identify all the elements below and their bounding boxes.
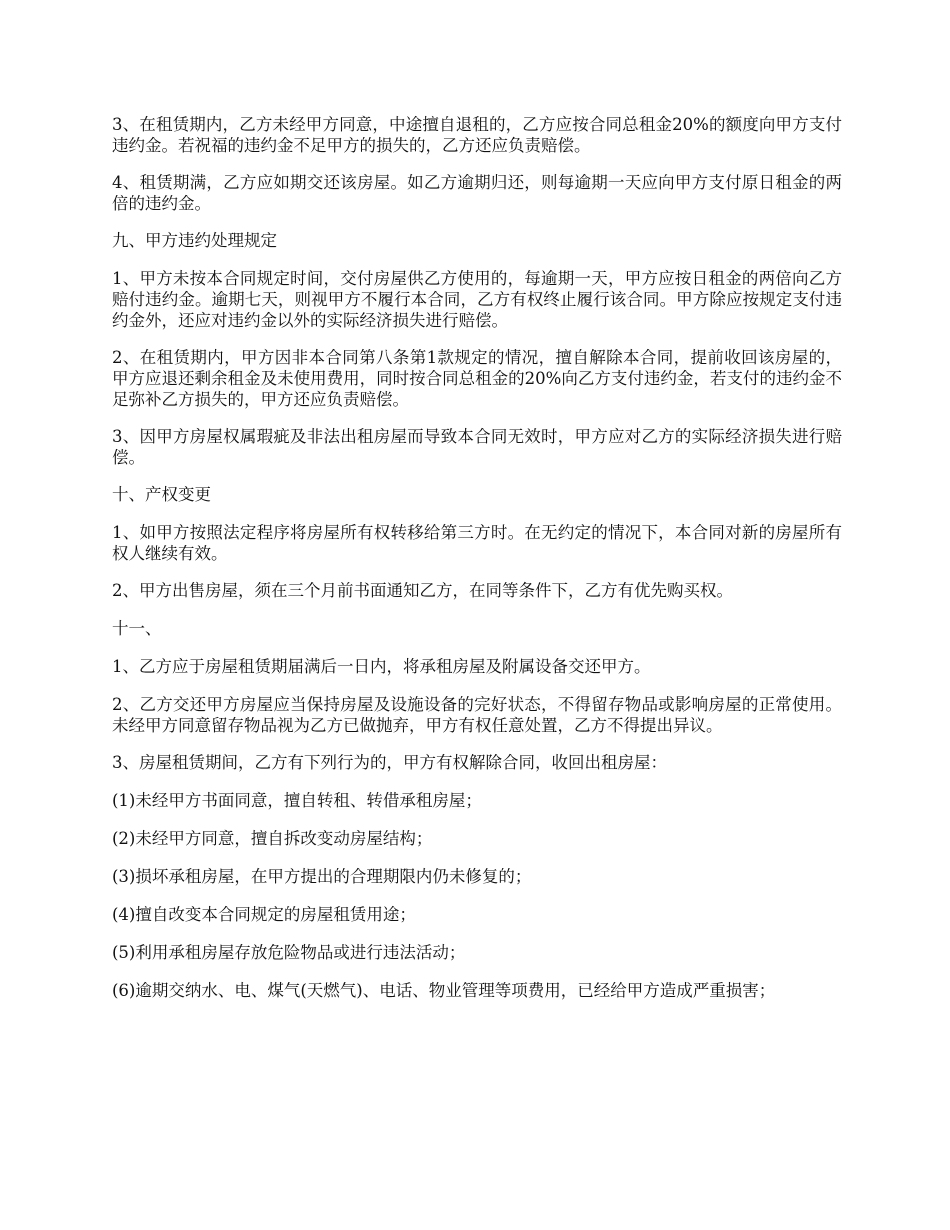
paragraph-clause-8-3: 3、在租赁期内，乙方未经甲方同意，中途擅自退租的，乙方应按合同总租金20%的额度向甲方支付违约金。若祝福的违约金不足甲方的损失的，乙方还应负责赔偿。 <box>112 115 842 155</box>
list-item-2: (2)未经甲方同意，擅自拆改变动房屋结构； <box>112 829 433 848</box>
list-item-1: (1)未经甲方书面同意，擅自转租、转借承租房屋； <box>112 791 482 810</box>
paragraph-clause-10-1: 1、如甲方按照法定程序将房屋所有权转移给第三方时。在无约定的情况下，本合同对新的房屋所有权人继续有效。 <box>112 523 842 563</box>
paragraph-clause-11-1: 1、乙方应于房屋租赁期届满后一日内，将承租房屋及附属设备交还甲方。 <box>112 657 651 676</box>
list-item-6: (6)逾期交纳水、电、煤气(天燃气)、电话、物业管理等项费用，已经给甲方造成严重损害； <box>112 981 776 1000</box>
paragraph-clause-8-4: 4、租赁期满，乙方应如期交还该房屋。如乙方逾期归还，则每逾期一天应向甲方支付原日租金的两倍的违约金。 <box>112 173 842 213</box>
section-heading-9: 九、甲方违约处理规定 <box>112 231 277 250</box>
list-item-4: (4)擅自改变本合同规定的房屋租赁用途； <box>112 905 416 924</box>
paragraph-clause-11-2: 2、乙方交还甲方房屋应当保持房屋及设施设备的完好状态，不得留存物品或影响房屋的正常使用。未经甲方同意留存物品视为乙方已做抛弃，甲方有权任意处置，乙方不得提出异议。 <box>112 695 842 735</box>
document-page <box>112 114 842 1001</box>
paragraph-clause-9-1: 1、甲方未按本合同规定时间，交付房屋供乙方使用的，每逾期一天，甲方应按日租金的两倍向乙方赔付违约金。逾期七天，则视甲方不履行本合同，乙方有权终止履行该合同。甲方除应按规定支付违约金外，还应对违约金以外的实际经济损失进行赔偿。 <box>112 269 842 330</box>
paragraph-clause-9-2: 2、在租赁期内，甲方因非本合同第八条第1款规定的情况，擅自解除本合同，提前收回该房屋的，甲方应退还剩余租金及未使用费用，同时按合同总租金的20%向乙方支付违约金，若支付的违约金不足弥补乙方损失的，甲方还应负责赔偿。 <box>112 348 842 409</box>
section-heading-10: 十、产权变更 <box>112 485 211 504</box>
section-heading-11: 十一、 <box>112 619 162 638</box>
paragraph-clause-10-2: 2、甲方出售房屋，须在三个月前书面通知乙方，在同等条件下，乙方有优先购买权。 <box>112 581 733 600</box>
list-item-3: (3)损坏承租房屋，在甲方提出的合理期限内仍未修复的； <box>112 867 532 886</box>
list-item-5: (5)利用承租房屋存放危险物品或进行违法活动； <box>112 943 466 962</box>
paragraph-clause-11-3: 3、房屋租赁期间，乙方有下列行为的，甲方有权解除合同，收回出租房屋： <box>112 753 667 772</box>
paragraph-clause-9-3: 3、因甲方房屋权属瑕疵及非法出租房屋而导致本合同无效时，甲方应对乙方的实际经济损失进行赔偿。 <box>112 427 842 467</box>
